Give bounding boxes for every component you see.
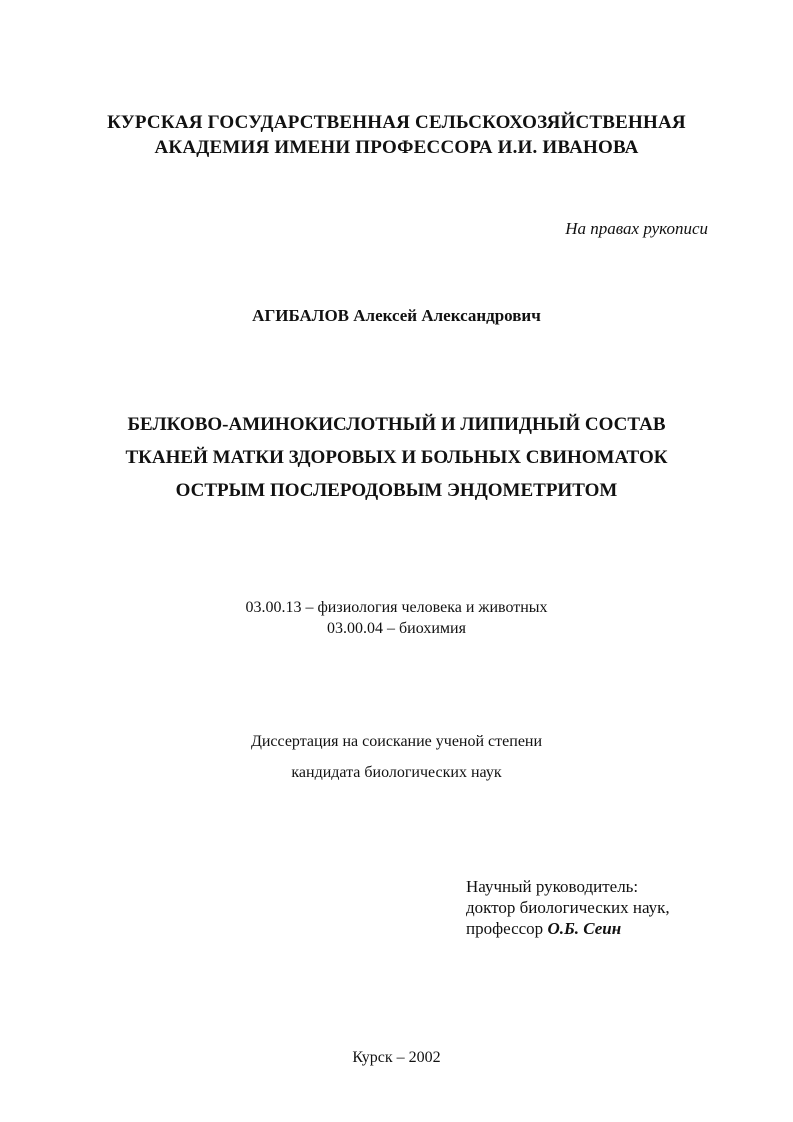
specialty-line-2: 03.00.04 – биохимия [327, 620, 466, 637]
institution-line-1: КУРСКАЯ ГОСУДАРСТВЕННАЯ СЕЛЬСКОХОЗЯЙСТВЕННАЯ [107, 112, 686, 133]
institution-line-2: АКАДЕМИЯ ИМЕНИ ПРОФЕССОРА И.И. ИВАНОВА [154, 137, 639, 158]
institution-heading [0, 110, 793, 160]
degree-line-2: кандидата биологических наук [291, 764, 502, 781]
supervisor-label: Научный руководитель: [466, 877, 639, 896]
author-name: АГИБАЛОВ Алексей Александрович [252, 306, 541, 325]
title-line-1: БЕЛКОВО-АМИНОКИСЛОТНЫЙ И ЛИПИДНЫЙ СОСТАВ [127, 414, 666, 435]
supervisor-degree: доктор биологических наук, [466, 898, 670, 917]
supervisor-name: О.Б. Сеин [547, 919, 622, 938]
supervisor-rank: профессор [466, 919, 544, 938]
supervisor-block [466, 876, 670, 939]
supervisor-rank-line [466, 918, 670, 939]
manuscript-note: На правах рукописи [565, 219, 708, 238]
specialty-codes [0, 597, 793, 639]
dissertation-title [0, 408, 793, 507]
degree-line-1: Диссертация на соискание ученой степени [250, 733, 543, 750]
specialty-line-1: 03.00.13 – физиология человека и животных [245, 599, 548, 616]
city-year: Курск – 2002 [352, 1049, 441, 1066]
title-line-3: ОСТРЫМ ПОСЛЕРОДОВЫМ ЭНДОМЕТРИТОМ [175, 480, 618, 501]
degree-statement [0, 726, 793, 788]
title-line-2: ТКАНЕЙ МАТКИ ЗДОРОВЫХ И БОЛЬНЫХ СВИНОМАТОК [125, 447, 668, 468]
